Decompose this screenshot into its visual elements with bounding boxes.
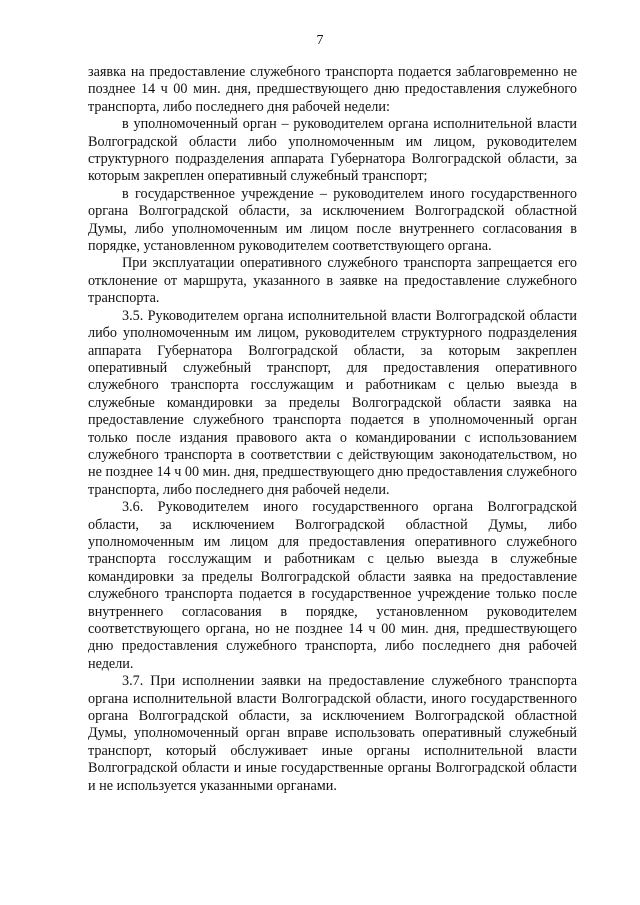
- paragraph-3-7: 3.7. При исполнении заявки на предоставление служебного транспорта органа исполнительной власти Волгоградской области, иного государственного органа Волгоградской области, за исключением Волгоградской областной Думы, уполномоченный орган вправе использовать оперативный служебный транспорт, который обслуживает иные органы исполнительной власти Волгоградской области и иные государственные органы Волгоградской области и не используется указанными органами.: [88, 673, 577, 794]
- paragraph-authorized-body: в уполномоченный орган – руководителем органа исполнительной власти Волгоградской области либо уполномоченным им лицом, руководителем структурного подразделения аппарата Губернатора Волгоградской области, за которым закреплен оперативный служебный транспорт;: [88, 116, 577, 185]
- document-body: [88, 64, 577, 795]
- paragraph-3-5: 3.5. Руководителем органа исполнительной власти Волгоградской области либо уполномоченным им лицом, руководителем структурного подразделения аппарата Губернатора Волгоградской области, за которым закреплен оперативный служебный транспорт, для предоставления оперативного служебного транспорта госслужащим и работникам с целью выезда в служебные командировки за пределы Волгоградской области заявка на предоставление служебного транспорта подается в уполномоченный орган только после издания правового акта о командировании с использованием служебного транспорта в соответствии с действующим законодательством, но не позднее 14 ч 00 мин. дня, предшествующего дню предоставления служебного транспорта, либо последнего дня рабочей недели.: [88, 307, 577, 498]
- paragraph-route-deviation: При эксплуатации оперативного служебного транспорта запрещается его отклонение от маршрута, указанного в заявке на предоставление служебного транспорта.: [88, 255, 577, 307]
- paragraph-state-institution: в государственное учреждение – руководителем иного государственного органа Волгоградской области, за исключением Волгоградской областной Думы, либо уполномоченным им лицом после внутреннего согласования в порядке, установленном руководителем соответствующего органа.: [88, 185, 577, 255]
- paragraph-3-6: 3.6. Руководителем иного государственного органа Волгоградской области, за исключением Волгоградской областной Думы, либо уполномоченным им лицом для предоставления оперативного служебного транспорта госслужащим и работникам с целью выезда в служебные командировки за пределы Волгоградской области заявка на предоставление служебного транспорта подается в государственное учреждение только после внутреннего согласования в порядке, установленном руководителем соответствующего органа, но не позднее 14 ч 00 мин. дня, предшествующего дню предоставления служебного транспорта, либо последнего дня рабочей недели.: [88, 499, 577, 672]
- page-number: 7: [316, 33, 324, 48]
- paragraph-request-deadline: заявка на предоставление служебного транспорта подается заблаговременно не позднее 14 ч 00 мин. дня, предшествующего дню предоставления служебного транспорта, либо последнего дня рабочей недели:: [88, 64, 577, 115]
